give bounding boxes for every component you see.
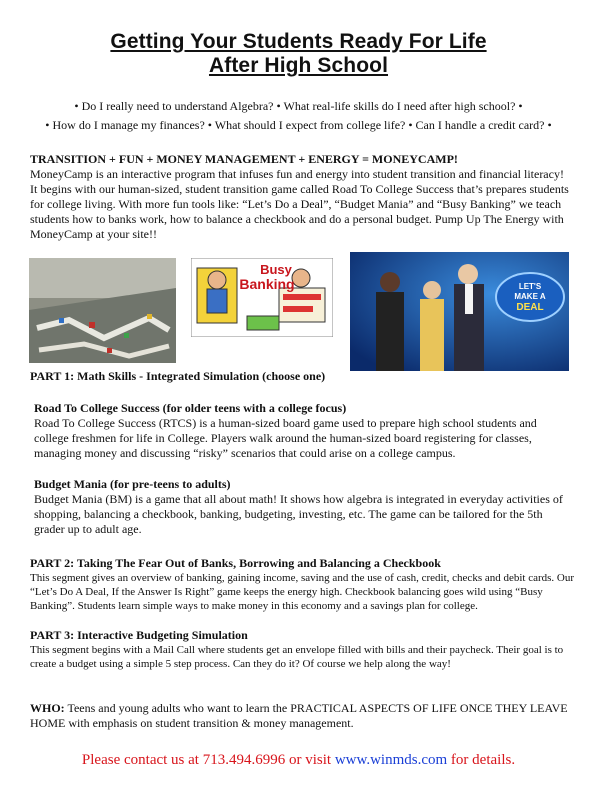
busy-banking-text-2: Banking bbox=[239, 276, 295, 292]
part2-body: This segment gives an overview of banking, gaining income, saving and the use of cash, credit, checks and debit cards. Our “Let’s Do A Deal, If the Answer Is Right” game keeps the energy high. Checkbook balancing goes wild using “Busy Banking”. Students learn simple ways to make money in this economy and a savings plan for college. bbox=[30, 572, 575, 612]
title-line-2: After High School bbox=[208, 54, 389, 77]
page-title bbox=[0, 30, 597, 78]
intro-headline: TRANSITION + FUN + MONEY MANAGEMENT + ENERGY = MONEYCAMP! bbox=[30, 152, 458, 166]
contact-line bbox=[0, 752, 597, 769]
rtcs-title: Road To College Success (for older teens with a college focus) bbox=[34, 401, 347, 415]
contact-prefix: Please contact us at 713.494.6996 or visit bbox=[81, 752, 335, 768]
website-link[interactable]: www.winmds.com bbox=[334, 752, 448, 768]
deal-logo-line-1: LET'S bbox=[518, 282, 542, 291]
part1-heading: PART 1: Math Skills - Integrated Simulation (choose one) bbox=[30, 369, 326, 383]
part3-body: This segment begins with a Mail Call where students get an envelope filled with bills and their paycheck. Their goal is to create a budget using a simple 5 step process. Can they do it? Of course we help along the way! bbox=[30, 644, 564, 670]
part2-section bbox=[30, 556, 580, 613]
question-line-2: • How do I manage my finances? • What should I expect from college life? • Can I handle a credit card? • bbox=[45, 118, 552, 132]
rtcs-section bbox=[34, 401, 574, 461]
budget-mania-section bbox=[34, 477, 574, 537]
intro-section bbox=[30, 152, 570, 242]
part3-section bbox=[30, 628, 580, 671]
question-line-1: • Do I really need to understand Algebra? • What real-life skills do I need after high school? • bbox=[74, 99, 523, 113]
question-bullets bbox=[0, 97, 597, 135]
rtcs-body: Road To College Success (RTCS) is a human-sized board game used to prepare high school students and college freshmen for life in College. Players walk around the human-sized board registering for classes, managing money and discussing “risky” scenarios that could arise on a college campus. bbox=[34, 416, 537, 460]
deal-logo-line-2: MAKE A bbox=[514, 292, 546, 301]
title-line-1: Getting Your Students Ready For Life bbox=[110, 30, 487, 53]
who-body: Teens and young adults who want to learn the PRACTICAL ASPECTS OF LIFE ONCE THEY LEAVE HOME with emphasis on student transition & money management. bbox=[30, 701, 568, 730]
intro-body: MoneyCamp is an interactive program that infuses fun and energy into student transition and financial literacy! It begins with our human-sized, student transition game called Road To College Success that’s prepares students for college living. With more fun tools like: “Let’s Do a Deal”, “Budget Mania” and “Busy Banking” we teach students how to banks work, how to balance a checkbook and do a personal budget. Pump Up The Energy with MoneyCamp at your site!! bbox=[30, 167, 569, 241]
part3-heading: PART 3: Interactive Budgeting Simulation bbox=[30, 628, 248, 642]
who-label: WHO: bbox=[30, 701, 65, 715]
busy-banking-image bbox=[191, 258, 333, 337]
board-game-photo bbox=[29, 258, 176, 363]
budget-mania-body: Budget Mania (BM) is a game that all about math! It shows how algebra is integrated in everyday activities of shopping, balancing a checkbook, banking, budgeting, investing, etc. The game can be tailored for the 5th grader up to adult age. bbox=[34, 492, 563, 536]
budget-mania-title: Budget Mania (for pre-teens to adults) bbox=[34, 477, 231, 491]
deal-logo-line-3: DEAL bbox=[516, 302, 544, 313]
busy-banking-text-1: Busy bbox=[260, 262, 292, 277]
part2-heading: PART 2: Taking The Fear Out of Banks, Borrowing and Balancing a Checkbook bbox=[30, 556, 441, 570]
contact-suffix: for details. bbox=[447, 752, 516, 768]
lets-make-a-deal-photo bbox=[350, 252, 569, 371]
who-section bbox=[30, 701, 575, 731]
